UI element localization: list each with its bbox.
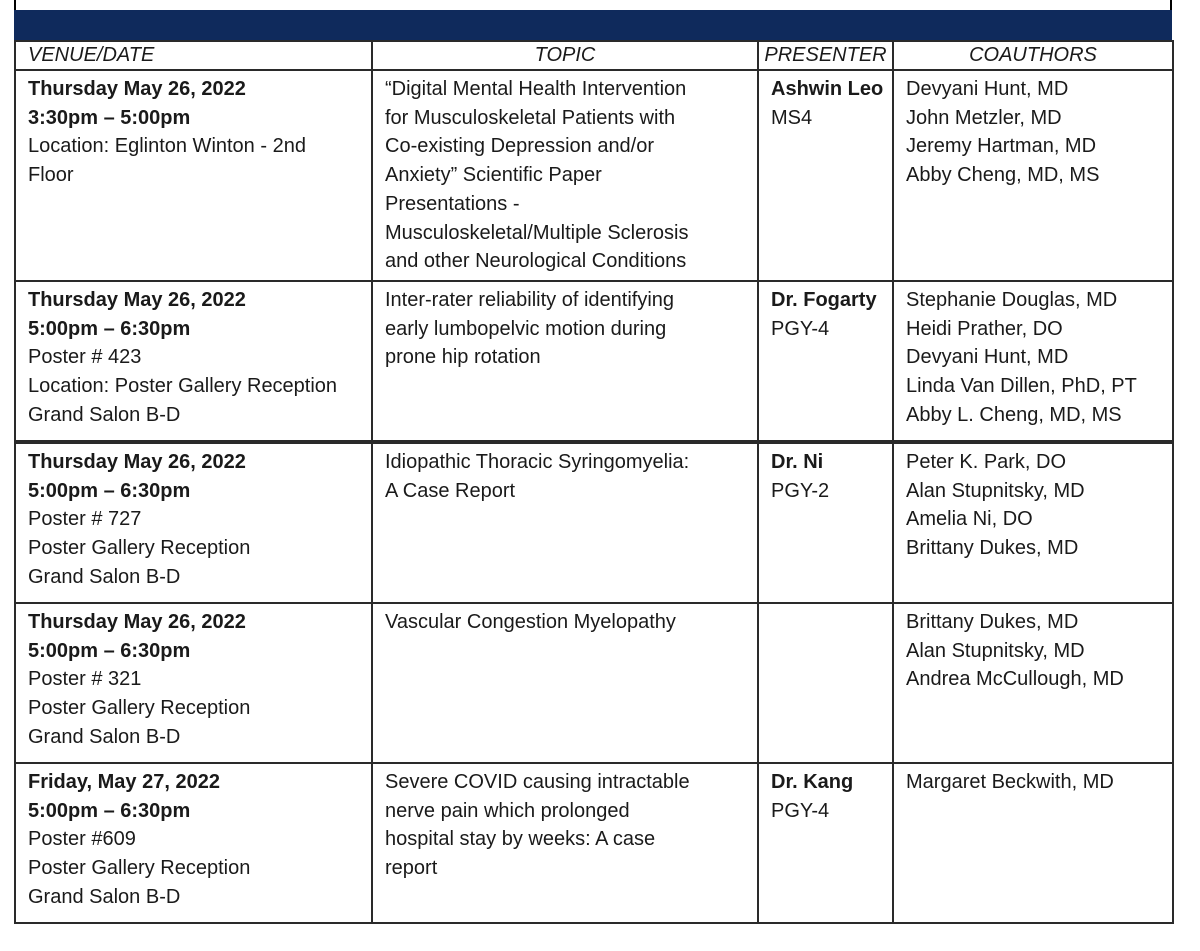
presenter-cell bbox=[758, 763, 893, 923]
venue-date-header: VENUE/DATE bbox=[15, 41, 372, 70]
presenter-name: Dr. Ni bbox=[771, 451, 824, 473]
coauthor: Stephanie Douglas, MD bbox=[906, 288, 1118, 311]
coauthors-cell bbox=[893, 443, 1173, 603]
schedule-table-upper bbox=[14, 40, 1174, 442]
presenter-level: MS4 bbox=[771, 106, 813, 129]
venue-line: Location: Poster Gallery Reception bbox=[28, 375, 338, 398]
venue-line: Grand Salon B-D bbox=[28, 403, 181, 426]
table-top-frame bbox=[14, 0, 1172, 10]
coauthor: Abby L. Cheng, MD, MS bbox=[906, 403, 1122, 426]
coauthor: Alan Stupnitsky, MD bbox=[906, 639, 1085, 662]
presenter-level: PGY-2 bbox=[771, 479, 830, 502]
venue-line: Poster # 321 bbox=[28, 668, 142, 691]
topic-line: nerve pain which prolonged bbox=[385, 799, 630, 822]
coauthor: Peter K. Park, DO bbox=[906, 451, 1067, 473]
venue-line: Grand Salon B-D bbox=[28, 565, 181, 588]
venue-line: Location: Eglinton Winton - 2nd bbox=[28, 135, 306, 158]
presenter-cell bbox=[758, 281, 893, 441]
session-time: 5:00pm – 6:30pm bbox=[28, 317, 191, 340]
presenter-cell bbox=[758, 70, 893, 281]
topic-line: A Case Report bbox=[385, 479, 516, 502]
table-row bbox=[15, 603, 1173, 763]
venue-line: Poster # 423 bbox=[28, 346, 142, 369]
coauthors-cell bbox=[893, 281, 1173, 441]
topic-line: Idiopathic Thoracic Syringomyelia: bbox=[385, 451, 690, 473]
topic-line: “Digital Mental Health Intervention bbox=[385, 78, 687, 100]
venue-line: Poster #609 bbox=[28, 828, 136, 851]
schedule-table-lower bbox=[14, 442, 1174, 924]
session-date: Thursday May 26, 2022 bbox=[28, 288, 246, 311]
header-band bbox=[14, 10, 1172, 40]
presenter-level: PGY-4 bbox=[771, 317, 830, 340]
table-row bbox=[15, 763, 1173, 923]
topic-line: hospital stay by weeks: A case bbox=[385, 828, 656, 851]
topic-line: Inter-rater reliability of identifying bbox=[385, 288, 675, 311]
coauthor: Heidi Prather, DO bbox=[906, 317, 1063, 340]
venue-line: Poster # 727 bbox=[28, 508, 142, 531]
session-time: 5:00pm – 6:30pm bbox=[28, 479, 191, 502]
venue-cell bbox=[15, 763, 372, 923]
coauthor: Brittany Dukes, MD bbox=[906, 611, 1079, 633]
presenter-name: Dr. Kang bbox=[771, 771, 854, 793]
table-row bbox=[15, 281, 1173, 441]
coauthor: Devyani Hunt, MD bbox=[906, 346, 1069, 369]
topic-line: Vascular Congestion Myelopathy bbox=[385, 611, 676, 633]
coauthor: Brittany Dukes, MD bbox=[906, 537, 1079, 560]
venue-cell bbox=[15, 443, 372, 603]
topic-line: Presentations - bbox=[385, 192, 520, 215]
session-time: 5:00pm – 6:30pm bbox=[28, 639, 191, 662]
venue-cell bbox=[15, 70, 372, 281]
topic-line: report bbox=[385, 857, 438, 880]
topic-line: for Musculoskeletal Patients with bbox=[385, 106, 676, 129]
table-row bbox=[15, 443, 1173, 603]
coauthor: Devyani Hunt, MD bbox=[906, 78, 1069, 100]
coauthor: Jeremy Hartman, MD bbox=[906, 135, 1097, 158]
coauthor: Alan Stupnitsky, MD bbox=[906, 479, 1085, 502]
topic-cell bbox=[372, 281, 758, 441]
topic-cell bbox=[372, 603, 758, 763]
topic-line: Co-existing Depression and/or bbox=[385, 135, 655, 158]
presenter-level: PGY-4 bbox=[771, 799, 830, 822]
topic-cell bbox=[372, 70, 758, 281]
topic-line: and other Neurological Conditions bbox=[385, 250, 687, 273]
topic-line: Anxiety” Scientific Paper bbox=[385, 164, 602, 187]
venue-line: Floor bbox=[28, 164, 74, 187]
venue-line: Grand Salon B-D bbox=[28, 725, 181, 748]
topic-line: prone hip rotation bbox=[385, 346, 541, 369]
venue-cell bbox=[15, 603, 372, 763]
topic-line: Musculoskeletal/Multiple Sclerosis bbox=[385, 221, 689, 244]
session-time: 3:30pm – 5:00pm bbox=[28, 106, 191, 129]
session-date: Thursday May 26, 2022 bbox=[28, 611, 246, 633]
coauthor: Linda Van Dillen, PhD, PT bbox=[906, 375, 1137, 398]
presenter-header: PRESENTER bbox=[758, 41, 893, 70]
topic-cell bbox=[372, 443, 758, 603]
topic-line: Severe COVID causing intractable bbox=[385, 771, 690, 793]
presenter-cell bbox=[758, 603, 893, 763]
venue-line: Poster Gallery Reception bbox=[28, 697, 251, 720]
venue-line: Poster Gallery Reception bbox=[28, 537, 251, 560]
topic-header: TOPIC bbox=[372, 41, 758, 70]
coauthor: Andrea McCullough, MD bbox=[906, 668, 1124, 691]
presenter-cell bbox=[758, 443, 893, 603]
session-date: Thursday May 26, 2022 bbox=[28, 451, 246, 473]
coauthors-cell bbox=[893, 603, 1173, 763]
topic-line: early lumbopelvic motion during bbox=[385, 317, 667, 340]
presenter-name: Dr. Fogarty bbox=[771, 288, 877, 311]
coauthor: Margaret Beckwith, MD bbox=[906, 771, 1114, 793]
coauthors-header: COAUTHORS bbox=[893, 41, 1173, 70]
session-time: 5:00pm – 6:30pm bbox=[28, 799, 191, 822]
coauthor: John Metzler, MD bbox=[906, 106, 1062, 129]
venue-line: Grand Salon B-D bbox=[28, 885, 181, 908]
coauthor: Abby Cheng, MD, MS bbox=[906, 164, 1100, 187]
presenter-name: Ashwin Leo bbox=[771, 78, 884, 100]
coauthor: Amelia Ni, DO bbox=[906, 508, 1033, 531]
venue-line: Poster Gallery Reception bbox=[28, 857, 251, 880]
session-date: Friday, May 27, 2022 bbox=[28, 771, 220, 793]
coauthors-cell bbox=[893, 763, 1173, 923]
column-header-row bbox=[15, 41, 1173, 70]
coauthors-cell bbox=[893, 70, 1173, 281]
venue-cell bbox=[15, 281, 372, 441]
topic-cell bbox=[372, 763, 758, 923]
table-row bbox=[15, 70, 1173, 281]
session-date: Thursday May 26, 2022 bbox=[28, 78, 246, 100]
